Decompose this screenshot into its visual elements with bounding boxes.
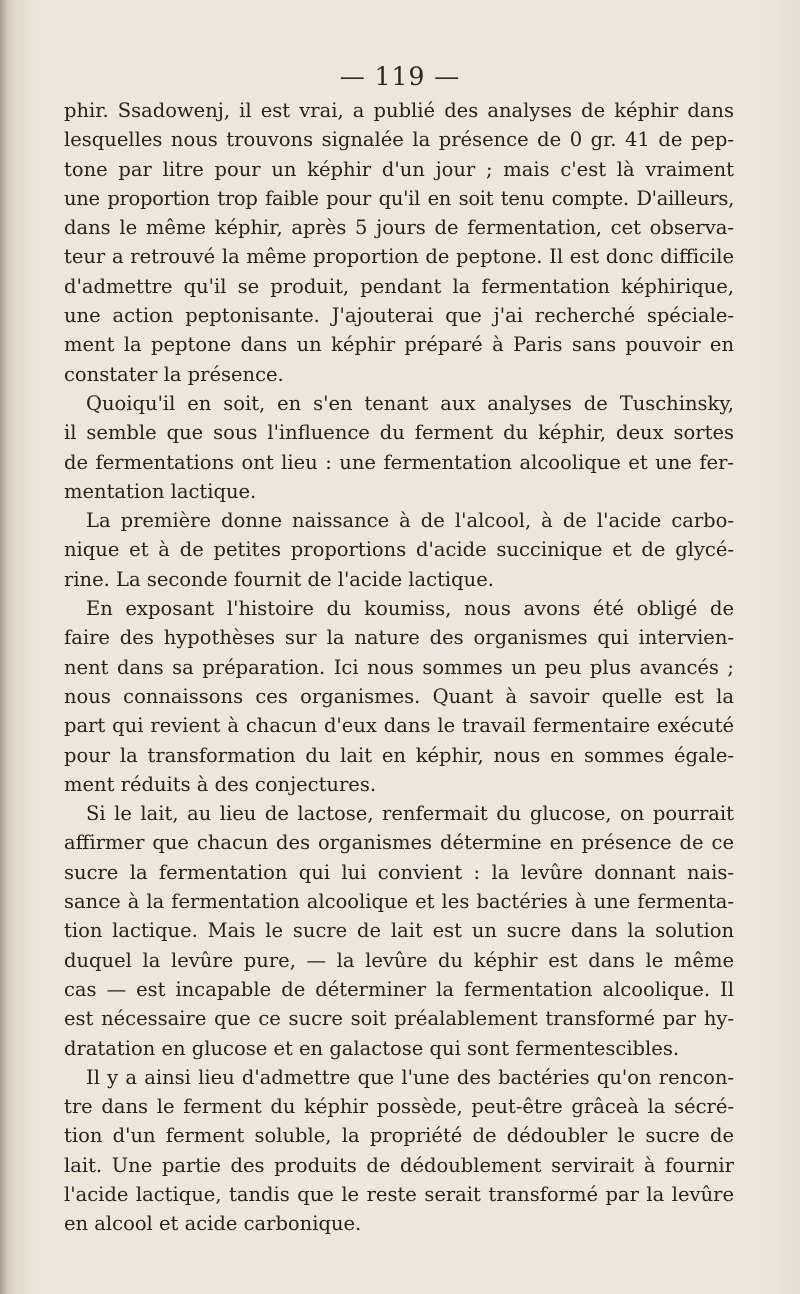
text-line: tion lactique. Mais le sucre de lait est un sucre dans la solution [64,919,734,943]
text-line: sance à la fermentation alcoolique et les bactéries à une fermenta- [64,890,734,914]
text-line: rine. La seconde fournit de l'acide lactique. [64,567,494,591]
text-line: une proportion trop faible pour qu'il en soit tenu compte. D'ailleurs, [64,186,734,210]
text-line: il semble que sous l'influence du ferment du képhir, deux sortes [64,421,734,445]
page-binding-edge [0,0,8,1294]
text-line: dans le même képhir, après 5 jours de fermentation, cet observa- [64,216,734,240]
text-line: d'admettre qu'il se produit, pendant la fermentation képhirique, [64,274,734,298]
text-line: mentation lactique. [64,479,257,503]
text-line: nent dans sa préparation. Ici nous sommes un peu plus avancés ; [64,655,734,679]
text-line: en alcool et acide carbonique. [64,1212,362,1236]
text-line: tion d'un ferment soluble, la propriété de dédoubler le sucre de [64,1124,734,1148]
text-line: de fermentations ont lieu : une fermentation alcoolique et une fer- [64,450,734,474]
text-line: ment réduits à des conjectures. [64,772,377,796]
text-line: nous connaissons ces organismes. Quant à savoir quelle est la [64,684,734,708]
text-line: est nécessaire que ce sucre soit préalablement transformé par hy- [64,1007,734,1031]
text-line: sucre la fermentation qui lui convient : la levûre donnant nais- [64,860,734,884]
text-line: affirmer que chacun des organismes détermine en présence de ce [64,831,734,855]
text-line: Il y a ainsi lieu d'admettre que l'une des bactéries qu'on rencon- [86,1065,734,1089]
text-line: pour la transformation du lait en képhir, nous en sommes égale- [64,743,734,767]
text-line: lait. Une partie des produits de dédoublement servirait à fournir [64,1153,734,1177]
text-line: duquel la levûre pure, — la levûre du képhir est dans le même [64,948,734,972]
text-line: lesquelles nous trouvons signalée la présence de 0 gr. 41 de pep- [64,128,734,152]
text-line: La première donne naissance à de l'alcool, à de l'acide carbo- [86,509,734,533]
text-line: En exposant l'histoire du koumiss, nous avons été obligé de [86,597,734,621]
text-line: l'acide lactique, tandis que le reste serait transformé par la levûre [64,1182,734,1206]
page-number: — 119 — [339,62,461,91]
text-line: faire des hypothèses sur la nature des organismes qui intervien- [64,626,734,650]
body-text [64,96,734,1239]
text-line: phir. Ssadowenj, il est vrai, a publié des analyses de képhir dans [64,99,734,122]
text-line: dratation en glucose et en galactose qui sont fermentescibles. [64,1036,680,1060]
text-line: ment la peptone dans un képhir préparé à Paris sans pouvoir en [64,333,734,357]
text-line: tone par litre pour un képhir d'un jour ; mais c'est là vraiment [64,157,734,181]
text-line: Si le lait, au lieu de lactose, renfermait du glucose, on pourrait [86,802,734,826]
text-line: constater la présence. [64,362,284,386]
text-line: nique et à de petites proportions d'acide succinique et de glycé- [64,538,734,562]
text-line: une action peptonisante. J'ajouterai que j'ai recherché spéciale- [64,304,734,328]
text-line: cas — est incapable de déterminer la fermentation alcoolique. Il [64,977,734,1001]
text-line: teur a retrouvé la même proportion de peptone. Il est donc difficile [64,245,734,269]
text-line: Quoiqu'il en soit, en s'en tenant aux analyses de Tuschinsky, [86,391,734,415]
text-line: tre dans le ferment du képhir possède, peut-être grâceà la sécré- [64,1095,734,1119]
text-line: part qui revient à chacun d'eux dans le travail fermentaire exécuté [64,714,734,738]
